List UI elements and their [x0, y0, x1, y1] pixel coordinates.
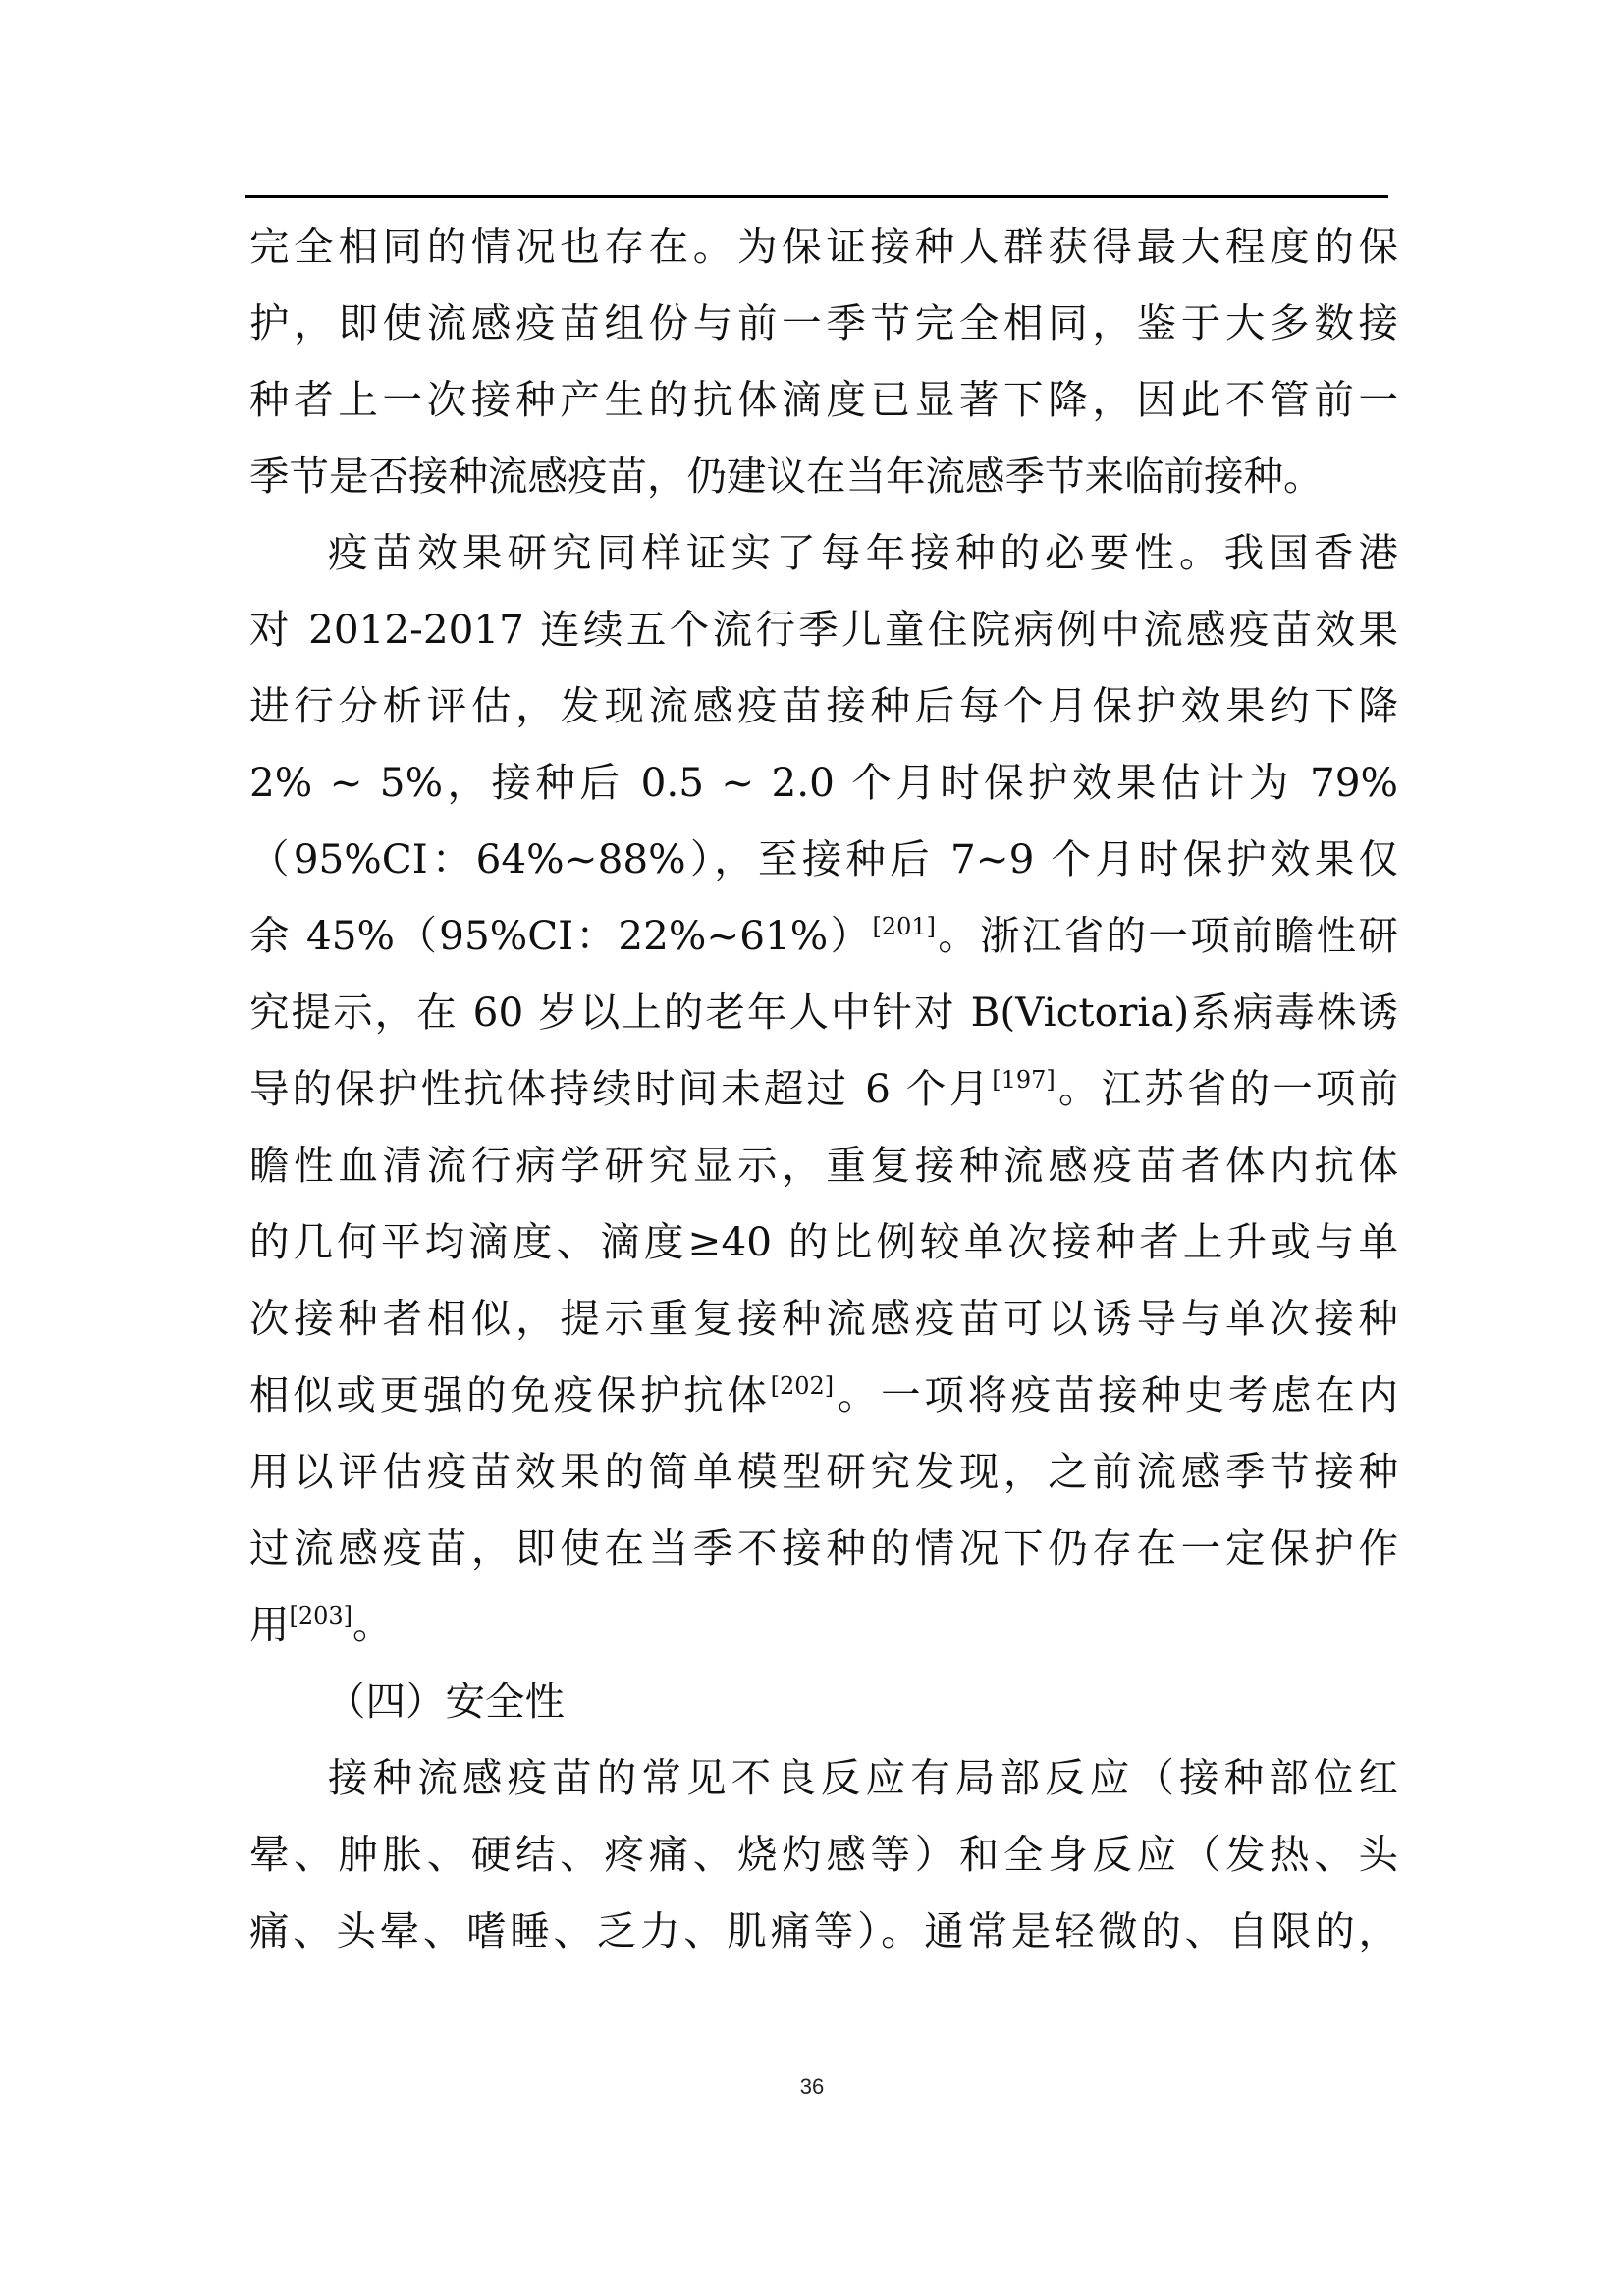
text-line: 究提示，在 60 岁以上的老年人中针对 B(Victoria)系病毒株诱 [249, 988, 1398, 1036]
citation-202: [202] [770, 1372, 835, 1400]
text-line: 进行分析评估，发现流感疫苗接种后每个月保护效果约下降 [249, 682, 1398, 729]
text-line: 完全相同的情况也存在。为保证接种人群获得最大程度的保 [249, 223, 1398, 270]
text-line: 过流感疫苗，即使在当季不接种的情况下仍存在一定保护作 [249, 1524, 1398, 1572]
text-line: 晕、肿胀、硬结、疼痛、烧灼感等）和全身反应（发热、头 [249, 1831, 1398, 1878]
citation-203: [203] [289, 1602, 353, 1629]
text-line: 2% ~ 5%，接种后 0.5 ~ 2.0 个月时保护效果估计为 79% [249, 759, 1398, 806]
section-heading: （四）安全性 [326, 1678, 565, 1725]
citation-201: [201] [872, 913, 936, 940]
text-line: 导的保护性抗体持续时间未超过 6 个月[197]。江苏省的一项前 [249, 1065, 1398, 1112]
paragraph-first-line: 接种流感疫苗的常见不良反应有局部反应（接种部位红 [328, 1754, 1398, 1801]
citation-197: [197] [992, 1066, 1056, 1094]
text-line: 用[203]。 [249, 1601, 393, 1648]
text-line: 相似或更强的免疫保护抗体[202]。一项将疫苗接种史考虑在内 [249, 1371, 1398, 1418]
paragraph-first-line: 疫苗效果研究同样证实了每年接种的必要性。我国香港 [328, 529, 1398, 576]
text-line: （95%CI：64%~88%），至接种后 7~9 个月时保护效果仅 [249, 835, 1398, 882]
page-number: 36 [799, 2074, 825, 2099]
text-line: 次接种者相似，提示重复接种流感疫苗可以诱导与单次接种 [249, 1295, 1398, 1342]
text-line: 护，即使流感疫苗组份与前一季节完全相同，鉴于大多数接 [249, 299, 1398, 347]
text-line: 痛、头晕、嗜睡、乏力、肌痛等）。通常是轻微的、自限的， [249, 1907, 1398, 1954]
text-line: 对 2012-2017 连续五个流行季儿童住院病例中流感疫苗效果 [249, 606, 1398, 653]
text-line: 种者上一次接种产生的抗体滴度已显著下降，因此不管前一 [249, 376, 1398, 423]
text-line: 余 45%（95%CI：22%~61%）[201]。浙江省的一项前瞻性研 [249, 912, 1398, 959]
text-line: 季节是否接种流感疫苗，仍建议在当年流感季节来临前接种。 [249, 453, 1324, 500]
header-rule [245, 195, 1388, 198]
text-line: 的几何平均滴度、滴度≥40 的比例较单次接种者上升或与单 [249, 1218, 1398, 1265]
text-line: 用以评估疫苗效果的简单模型研究发现，之前流感季节接种 [249, 1448, 1398, 1495]
text-line: 瞻性血清流行病学研究显示，重复接种流感疫苗者体内抗体 [249, 1142, 1398, 1189]
body-text [249, 208, 1398, 1969]
